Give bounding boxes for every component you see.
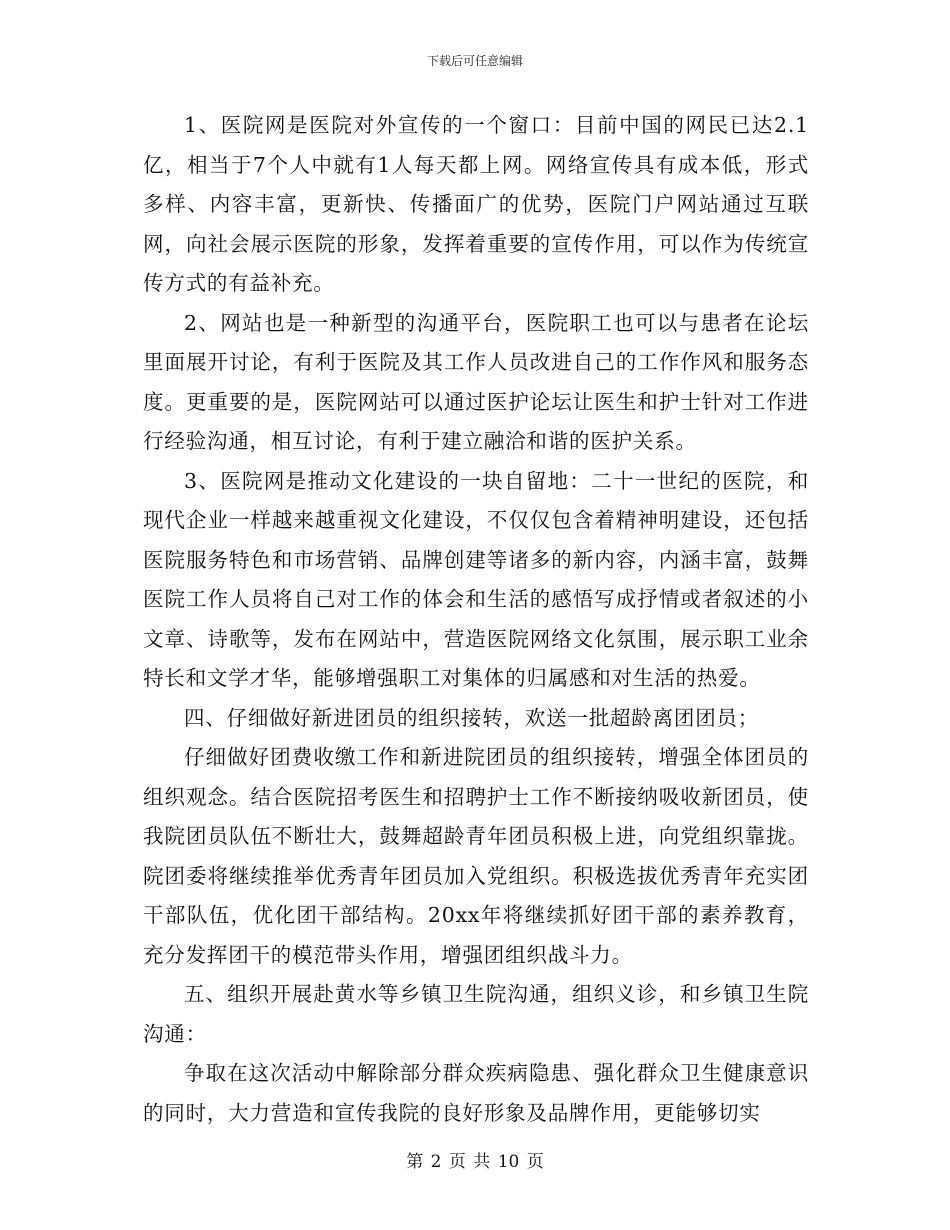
page-header: 下载后可任意编辑	[426, 54, 523, 68]
paragraph-7: 争取在这次活动中解除部分群众疾病隐患、强化群众卫生健康意识的同时，大力营造和宣传我院的良好形象及品牌作用，更能够切实	[143, 1061, 809, 1125]
document-body	[143, 106, 809, 1133]
paragraph-5: 仔细做好团费收缴工作和新进院团员的组织接转，增强全体团员的组织观念。结合医院招考医生和招聘护士工作不断接纳吸收新团员，使我院团员队伍不断壮大，鼓舞超龄青年团员积极上进，向党组织靠拢。院团委将继续推举优秀青年团员加入党组织。积极选拔优秀青年充实团干部队伍，优化团干部结构。20xx年将继续抓好团干部的素养教育，充分发挥团干的模范带头作用，增强团组织战斗力。	[143, 745, 809, 967]
paragraph-3: 3、医院网是推动文化建设的一块自留地：二十一世纪的医院，和现代企业一样越来越重视文化建设，不仅仅包含着精神明建设，还包括医院服务特色和市场营销、品牌创建等诸多的新内容，内涵丰富，鼓舞医院工作人员将自己对工作的体会和生活的感悟写成抒情或者叙述的小文章、诗歌等，发布在网站中，营造医院网络文化氛围，展示职工业余特长和文学才华，能够增强职工对集体的归属感和对生活的热爱。	[143, 468, 809, 690]
section-heading-4: 四、仔细做好新进团员的组织接转，欢送一批超龄离团团员；	[184, 705, 760, 730]
paragraph-1: 1、医院网是医院对外宣传的一个窗口：目前中国的网民已达2.1亿，相当于7个人中就有1人每天都上网。网络宣传具有成本低，形式多样、内容丰富，更新快、传播面广的优势，医院门户网站通过互联网，向社会展示医院的形象，发挥着重要的宣传作用，可以作为传统宣传方式的有益补充。	[143, 113, 809, 295]
section-heading-5: 五、组织开展赴黄水等乡镇卫生院沟通，组织义诊，和乡镇卫生院沟通：	[143, 982, 809, 1046]
paragraph-2: 2、网站也是一种新型的沟通平台，医院职工也可以与患者在论坛里面展开讨论，有利于医院及其工作人员改进自己的工作作风和服务态度。更重要的是，医院网站可以通过医护论坛让医生和护士针对工作进行经验沟通，相互讨论，有利于建立融洽和谐的医护关系。	[143, 310, 809, 453]
page-footer: 第 2 页 共 10 页	[406, 1152, 544, 1172]
